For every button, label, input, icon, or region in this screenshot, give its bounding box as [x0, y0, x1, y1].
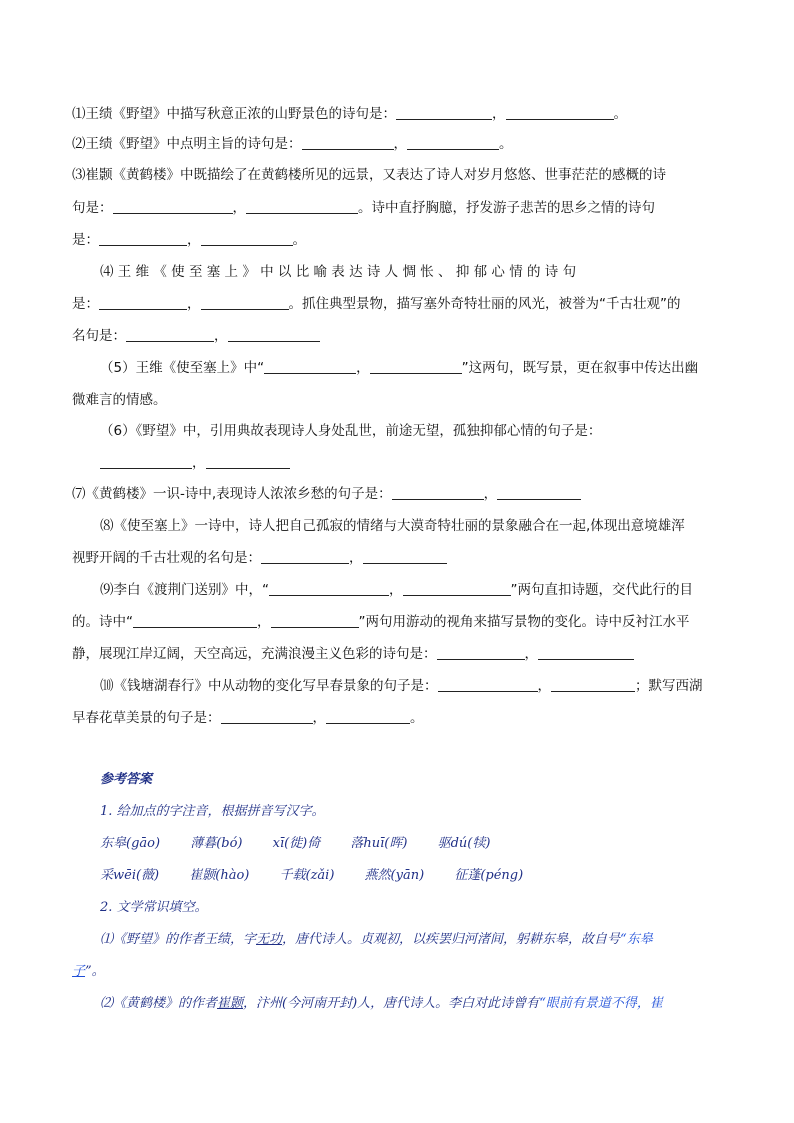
answer-2-1-line-2: 子”。: [72, 964, 105, 979]
question-4-line-2: 是： ， 。抓住典型景物，描写塞外奇特壮丽的风光，被誉为“千古壮观”的: [72, 296, 681, 312]
answer-blank[interactable]: [133, 613, 257, 628]
pinyin-item: 驱dú(犊): [437, 836, 491, 851]
pinyin-item: 征蓬(péng): [454, 868, 524, 883]
question-3-line-3: 是： ， 。: [72, 232, 306, 248]
question-3-line-2: 句是： ， 。诗中直抒胸臆，抒发游子悲苦的思乡之情的诗句: [72, 200, 655, 216]
question-5-line-2: 微难言的情感。: [72, 392, 167, 408]
answer-blank[interactable]: [392, 485, 484, 500]
answer-blank[interactable]: [438, 677, 538, 692]
answer-blank[interactable]: [206, 454, 290, 469]
pinyin-item: 落huī(晖): [350, 836, 408, 851]
question-8-line-2: 视野开阔的千古壮观的名句是： ，: [72, 548, 722, 568]
answer-blank[interactable]: [506, 105, 614, 120]
question-7: ⑺《黄鹤楼》一识-诗中,表现诗人浓浓乡愁的句子是： ，: [72, 484, 722, 504]
answer-blank[interactable]: [302, 135, 394, 150]
answer-blank[interactable]: [326, 709, 410, 724]
question-8-line-1: ⑻《使至塞上》一诗中，诗人把自己孤寂的情绪与大漠奇特壮丽的景象融合在一起,体现出意境雄浑: [100, 518, 685, 534]
question-4-line-3: 名句是： ，: [72, 326, 722, 346]
question-6-line-2: ，: [100, 453, 722, 473]
pinyin-item: xī(徙)倚: [272, 836, 321, 851]
answer-blank[interactable]: [269, 581, 389, 596]
answers-section-2-title: 2. 文学常识填空。: [100, 900, 208, 915]
answer-blank[interactable]: [538, 645, 634, 660]
question-10-line-2: 早春花草美景的句子是： ， 。: [72, 710, 424, 726]
question-4-line-1: ⑷ 王 维 《 使 至 塞 上 》 中 以 比 喻 表 达 诗 人 惆 怅 、 抑 郁 心 情 的 诗 句: [100, 264, 577, 280]
answer-blank[interactable]: [126, 327, 214, 342]
answer-blank[interactable]: [370, 359, 462, 374]
answer-2-1-line-1: ⑴《野望》的作者王绩，字无功，唐代诗人。贞观初，以疾罢归河渚间，躬耕东皋，故自号“东皋: [100, 932, 653, 947]
answer-blank[interactable]: [396, 105, 492, 120]
answer-blank[interactable]: [100, 454, 192, 469]
pinyin-item: 千载(zǎi): [279, 868, 335, 883]
answers-section-1-title: 1. 给加点的字注音，根据拼音写汉字。: [100, 804, 325, 819]
answer-blank[interactable]: [264, 359, 356, 374]
answer-blank[interactable]: [99, 231, 187, 246]
answer-blank[interactable]: [201, 231, 293, 246]
pinyin-item: 燕然(yān): [364, 868, 425, 883]
answer-blank[interactable]: [113, 199, 233, 214]
answer-blank[interactable]: [99, 295, 187, 310]
answer-blank[interactable]: [228, 327, 320, 342]
pinyin-row-1: [100, 834, 722, 854]
question-2: ⑵王绩《野望》中点明主旨的诗句是： ， 。: [72, 136, 513, 152]
answer-blank[interactable]: [221, 709, 313, 724]
pinyin-item: 东皋(gāo): [100, 836, 161, 851]
question-1: ⑴王绩《野望》中描写秋意正浓的山野景色的诗句是： ， 。: [72, 106, 627, 122]
question-10-line-1: ⑽《钱塘湖春行》中从动物的变化写早春景象的句子是： ， ；默写西湖: [100, 678, 703, 694]
question-5-line-1: （5）王维《使至塞上》中“ ， ”这两句，既写景，更在叙事中传达出幽: [100, 360, 699, 376]
answers-heading: 参考答案: [100, 772, 153, 787]
pinyin-item: 崔颢(hào): [189, 868, 250, 883]
pinyin-row-2: [100, 866, 722, 886]
answer-blank[interactable]: [497, 485, 581, 500]
question-9-line-3: 静，展现江岸辽阔，天空高远，充满浪漫主义色彩的诗句是： ，: [72, 644, 722, 664]
question-9-line-1: ⑼李白《渡荆门送别》中，“ ， ”两句直扣诗题，交代此行的目: [100, 582, 693, 598]
answer-blank[interactable]: [246, 199, 358, 214]
answer-2-2-line-1: ⑵《黄鹤楼》的作者崔颢，汴州(今河南开封)人，唐代诗人。李白对此诗曾有“眼前有景道不得，崔: [100, 996, 663, 1011]
answer-blank[interactable]: [363, 549, 447, 564]
question-3-line-1: ⑶崔颢《黄鹤楼》中既描绘了在黄鹤楼所见的远景，又表达了诗人对岁月悠悠、世事茫茫的感概的诗: [72, 167, 666, 183]
answer-blank[interactable]: [551, 677, 635, 692]
question-9-line-2: 的。诗中“ ， ”两句用游动的视角来描写景物的变化。诗中反衬江水平: [72, 614, 690, 630]
answer-blank[interactable]: [261, 549, 349, 564]
answer-blank[interactable]: [201, 295, 289, 310]
answer-blank[interactable]: [437, 645, 525, 660]
answer-blank[interactable]: [271, 613, 359, 628]
answer-blank[interactable]: [403, 581, 511, 596]
pinyin-item: 薄暮(bó): [190, 836, 243, 851]
pinyin-item: 采wēi(薇): [100, 868, 160, 883]
question-6-line-1: （6）《野望》中，引用典故表现诗人身处乱世，前途无望，孤独抑郁心情的句子是：: [100, 423, 602, 439]
answer-blank[interactable]: [407, 135, 499, 150]
